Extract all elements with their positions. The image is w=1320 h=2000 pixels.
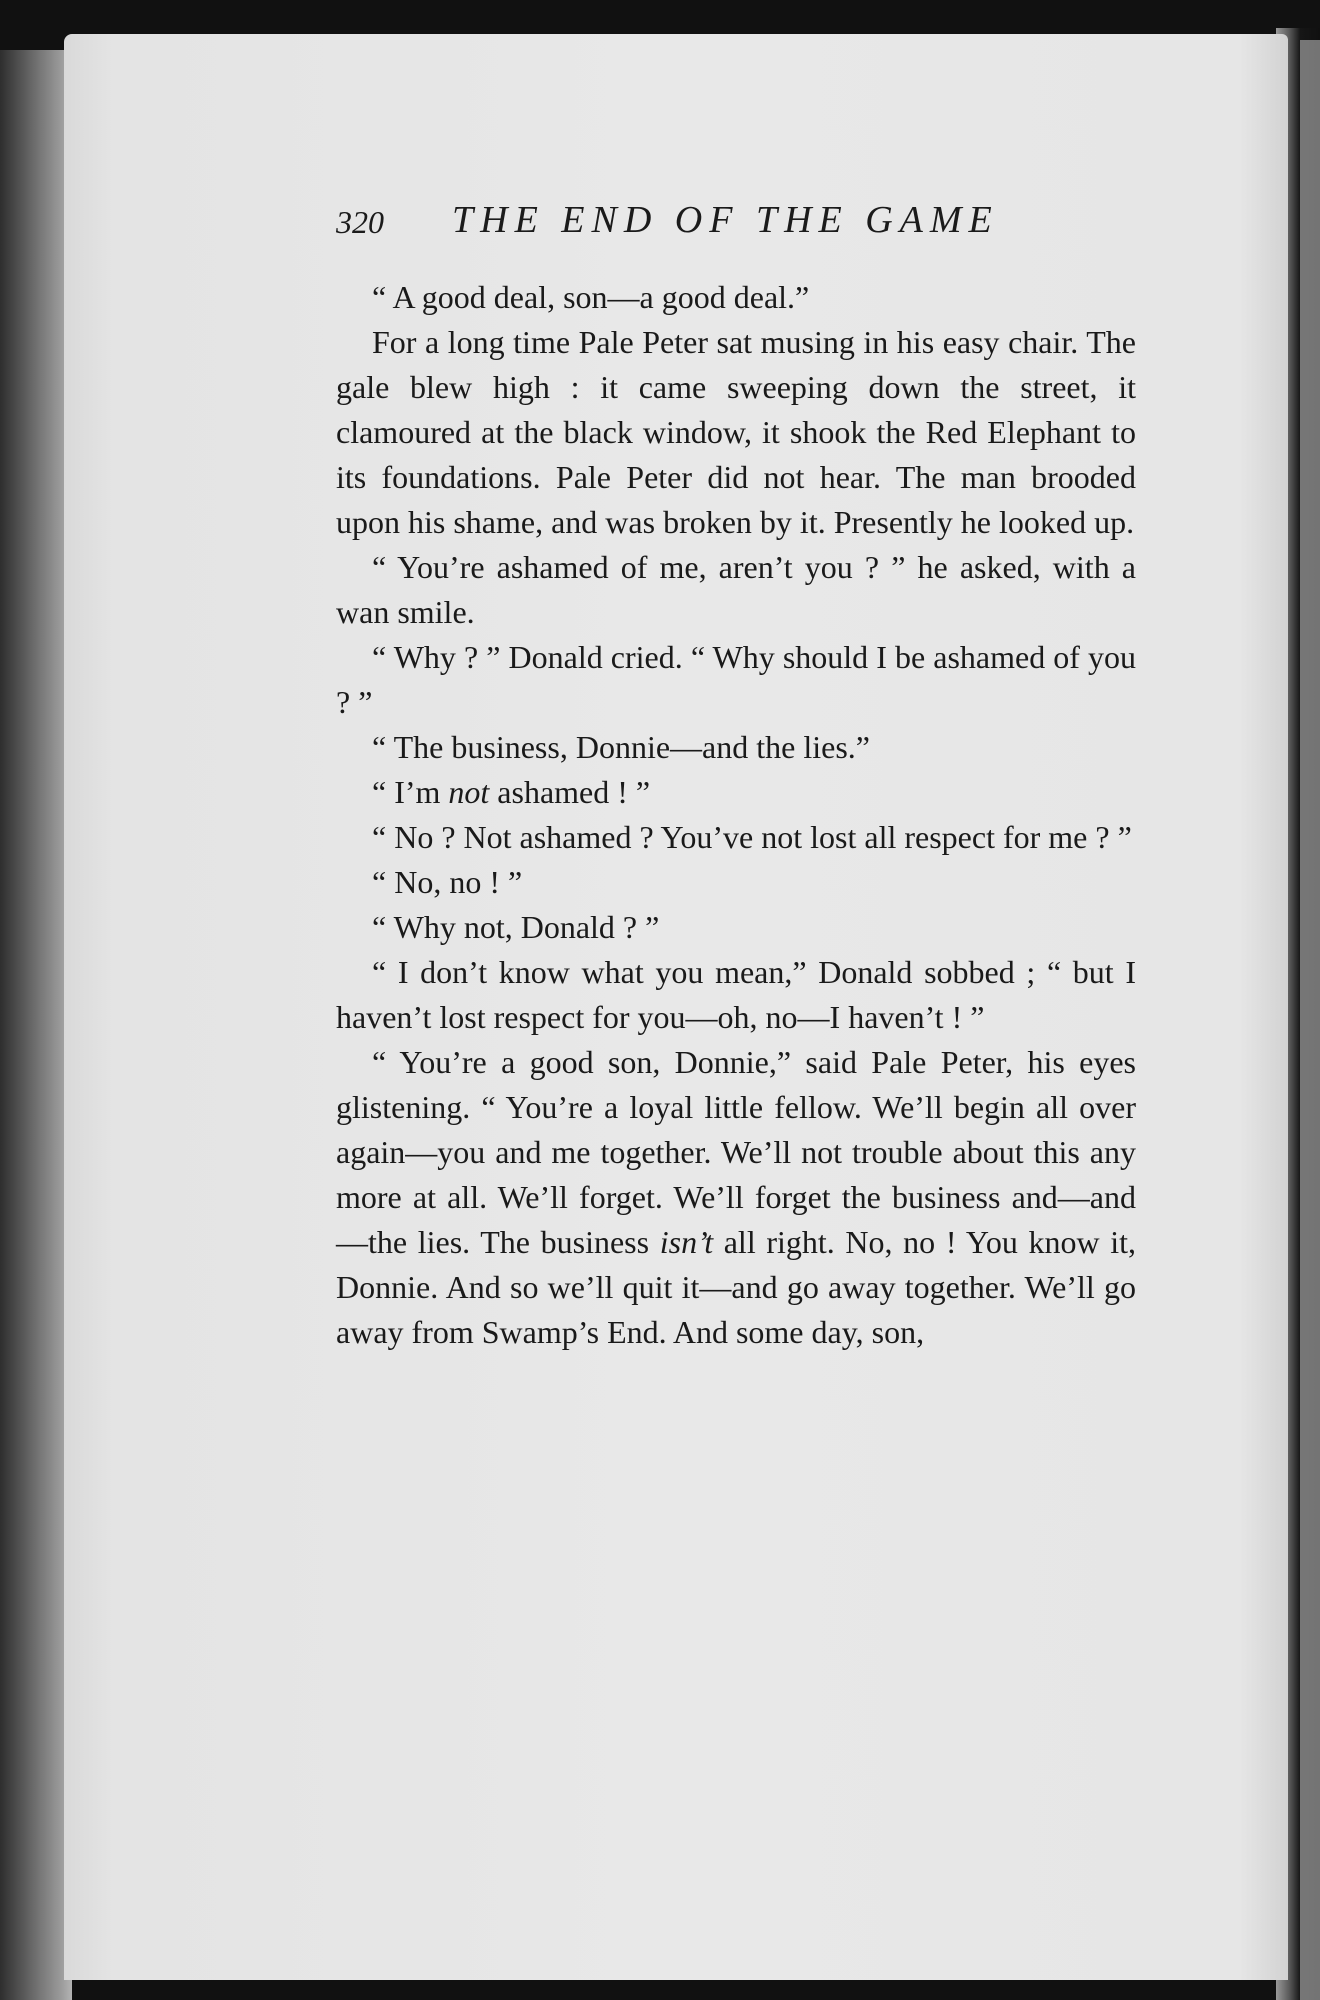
paragraph [336,1040,1136,1355]
paragraph: “ Why not, Donald ? ” [372,909,660,945]
paragraph: “ I don’t know what you mean,” Donald sobbed ; “ but I haven’t lost respect for you—oh, no—I haven’t ! ” [336,954,1136,1035]
paragraph: “ The business, Donnie—and the lies.” [372,729,870,765]
page-header [336,198,1136,258]
text-run: “ You’re a good son, Donnie,” said Pale Peter, his eyes glistening. “ You’re a loyal little fellow. We’ll begin all over again—you and me together. We’ll not trouble about this any more at all. We’ll forget. We’ll forget the business and—and—the lies. The business [336,1044,1136,1260]
paragraph: For a long time Pale Peter sat musing in his easy chair. The gale blew high : it came sweeping down the street, it clamoured at the black window, it shook the Red Elephant to its foundations. Pale Peter did not hear. The man brooded upon his shame, and was broken by it. Presently he looked up. [336,324,1136,540]
paragraph: “ No, no ! ” [372,864,523,900]
paragraph [336,770,1136,815]
text-run: all right. No, no ! You know it, Donnie. And so we’ll quit it—and go away together. We’ll go away from Swamp’s End. And some day, son, [336,1224,1137,1350]
text-run: ashamed ! ” [489,774,651,810]
text-run: “ I’m [372,774,449,810]
page-number: 320 [336,204,384,240]
book-left-edge [0,50,72,2000]
italic-emphasis: isn’t [659,1224,714,1260]
italic-emphasis: not [448,774,490,810]
paragraph: “ No ? Not ashamed ? You’ve not lost all respect for me ? ” [372,819,1132,855]
body-text [336,275,1136,1355]
running-title: THE END OF THE GAME [452,199,999,241]
paragraph: “ A good deal, son—a good deal.” [372,279,810,315]
paragraph: “ You’re ashamed of me, aren’t you ? ” he asked, with a wan smile. [336,549,1136,630]
next-page-strip [1300,40,1320,2000]
paragraph: “ Why ? ” Donald cried. “ Why should I be ashamed of you ? ” [336,639,1136,720]
